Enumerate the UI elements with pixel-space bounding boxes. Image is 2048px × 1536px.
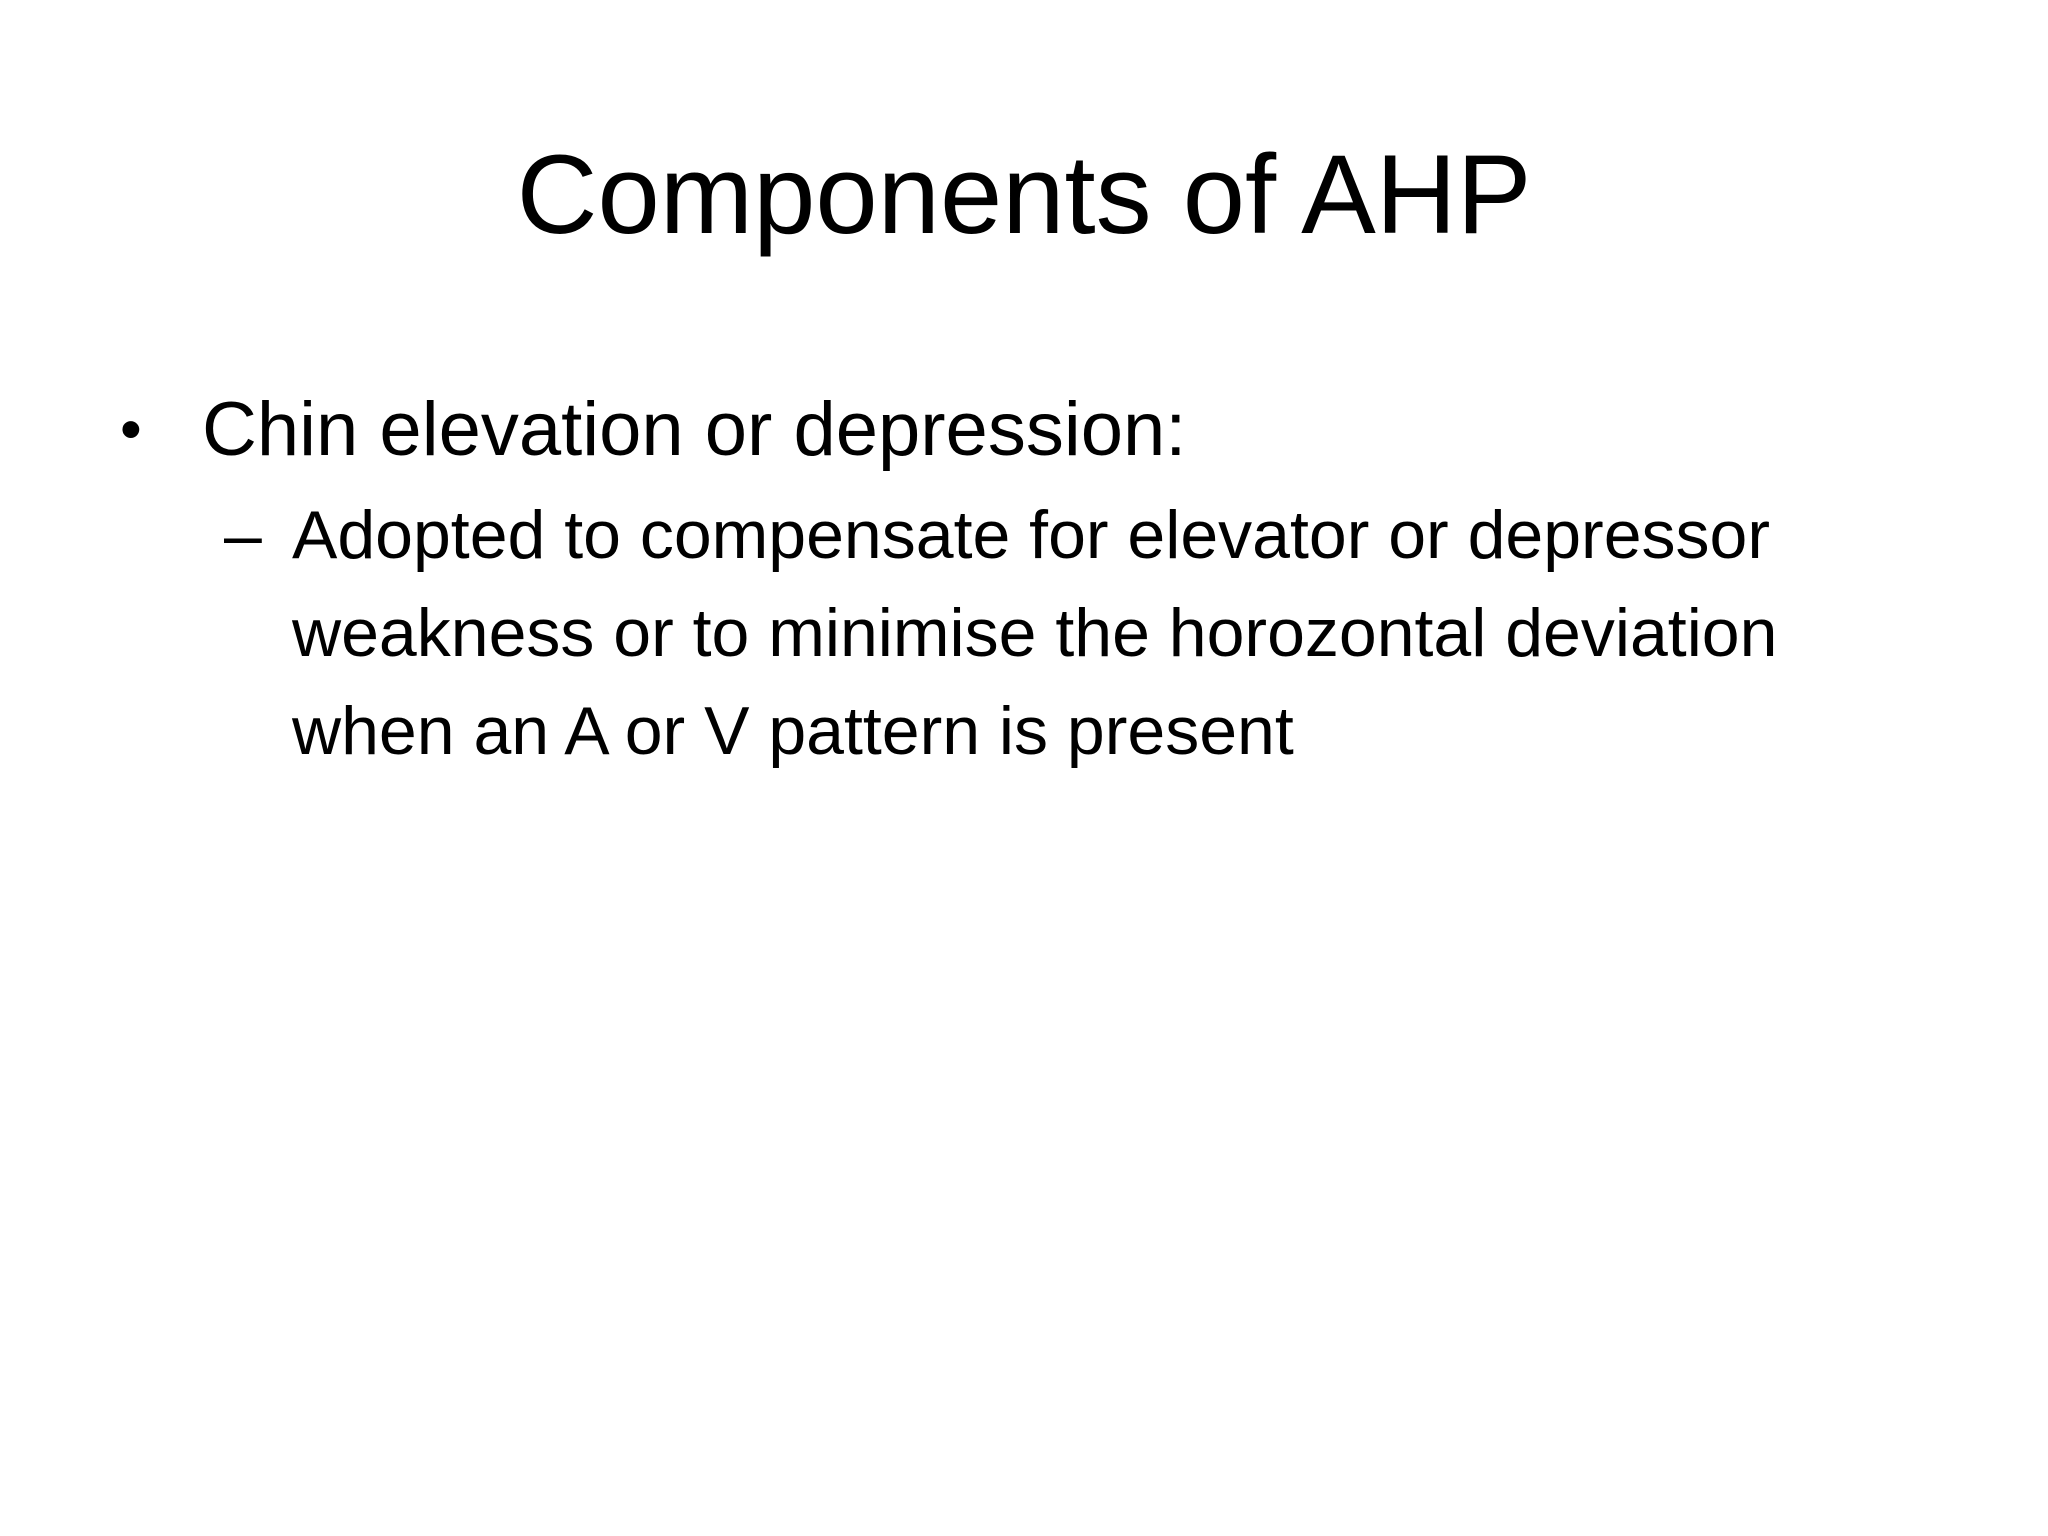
sub-bullet-line: Adopted to compensate for elevator or depressor <box>292 497 1770 573</box>
bullet-item <box>120 378 1960 482</box>
slide-title: Components of AHP <box>516 132 1532 257</box>
sub-bullet-line: weakness or to minimise the horozontal deviation <box>292 595 1778 671</box>
sub-bullet-text <box>292 486 2048 780</box>
sub-bullet-marker: – <box>224 497 262 573</box>
sub-bullet-line: when an A or V pattern is present <box>292 693 1294 769</box>
slide-content <box>120 378 1960 769</box>
bullet-text: Chin elevation or depression: <box>202 387 1187 472</box>
bullet-marker: • <box>120 395 142 464</box>
